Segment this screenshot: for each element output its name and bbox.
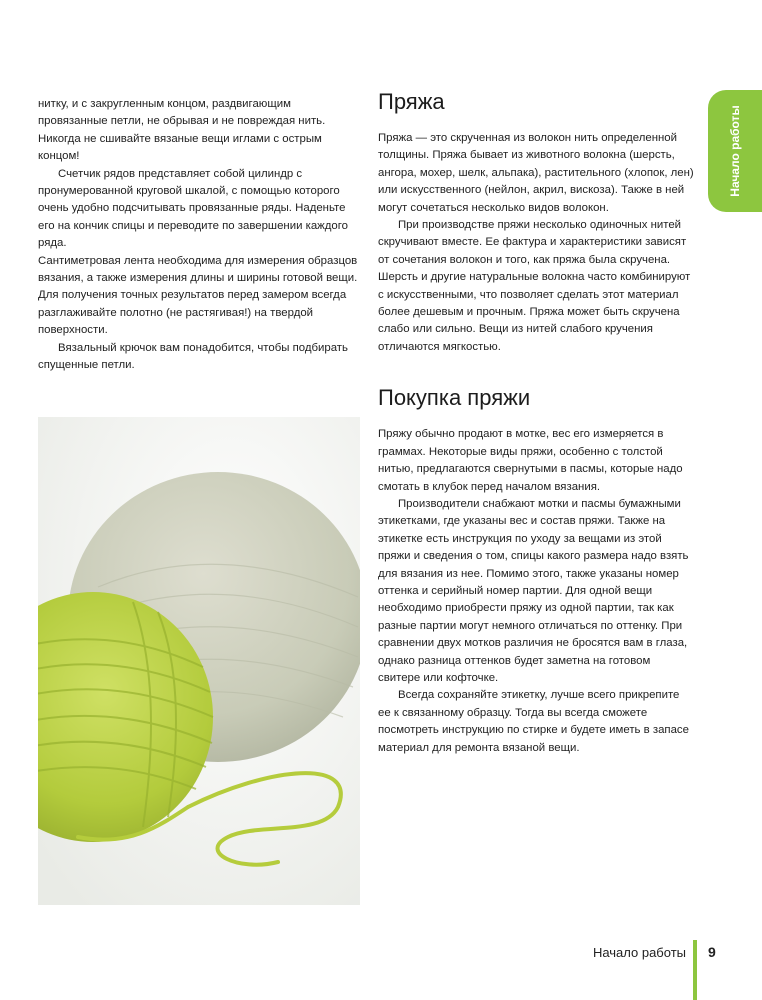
paragraph: Пряжу обычно продают в мотке, вес его измеряется в граммах. Некоторые виды пряжи, особенно с толстой нитью, предлагаются свернутыми в пасмы, которые надо смотать в клубок перед началом вязания. — [378, 428, 683, 493]
chapter-side-tab-label: Начало работы — [728, 105, 742, 197]
yarn-balls-photo — [38, 417, 360, 905]
paragraph: нитку, и с закругленным концом, раздвигающим провязанные петли, не обрывая и не повреждая нить. Никогда не сшивайте вязаные вещи иглами с острым концом! — [38, 98, 326, 163]
footer-section-label: Начало работы — [592, 945, 686, 960]
chapter-side-tab — [708, 90, 762, 212]
paragraph: Производители снабжают мотки и пасмы бумажными этикетками, где указаны вес и состав пряжи. Также на этикетке есть инструкция по уходу за вещами из этой пряжи и сведения о том, спицы какого размера надо взять для вязания из нее. Помимо этого, также указаны номер оттенка и серийный номер партии. Для одной вещи необходимо приобрести пряжу из одной партии, так как разные партии могут немного отличаться по оттенку. При сравнении двух мотков различия не бросятся вам в глаза, однако разница оттенков будет заметна на готовом свитере или кофточке. — [378, 497, 689, 684]
paragraph: Пряжа — это скрученная из волокон нить определенной толщины. Пряжа бывает из животного волокна (шерсть, ангора, мохер, шелк, альпака), растительного (хлопок, лен) или искусственного (нейлон, акрил, вискоза). Также в ней могут сочетаться несколько видов волокон. — [378, 132, 694, 214]
paragraph: Сантиметровая лента необходима для измерения образцов вязания, а также измерения длины и ширины готовой вещи. Для получения точных результатов перед замером всегда разглаживайте полотно (не растягивая!) на твердой поверхности. — [38, 254, 358, 337]
right-text-column — [378, 88, 694, 757]
section-heading-yarn: Пряжа — [378, 89, 445, 114]
paragraph: Всегда сохраняйте этикетку, лучше всего прикрепите ее к связанному образцу. Тогда вы всегда сможете посмотреть инструкцию по стирке и будете иметь в запасе материал для ремонта вязаной вещи. — [378, 689, 689, 754]
left-text-column — [38, 96, 360, 375]
page-number: 9 — [708, 944, 716, 960]
paragraph: Счетчик рядов представляет собой цилиндр с пронумерованной круговой шкалой, с помощью которого очень удобно подсчитывать провязанные ряды. Наденьте его на кончик спицы и переводите по завершении каждого ряда. — [38, 167, 348, 250]
footer-divider-bar — [693, 940, 697, 1000]
section-heading-buying-yarn: Покупка пряжи — [378, 385, 531, 411]
yarn-balls-illustration — [38, 417, 360, 905]
paragraph: При производстве пряжи несколько одиночных нитей скручивают вместе. Ее фактура и характеристики зависят от сочетания волокон и того, как пряжа была скручена. Шерсть и другие натуральные волокна часто комбинируют с искусственными, что позволяет сделать этот материал более дешевым и прочным. Пряжа может быть скручена слабо или сильно. Вещи из нитей слабого кручения отличаются мягкостью. — [378, 219, 691, 353]
paragraph: Вязальный крючок вам понадобится, чтобы подбирать спущенные петли. — [38, 341, 348, 372]
